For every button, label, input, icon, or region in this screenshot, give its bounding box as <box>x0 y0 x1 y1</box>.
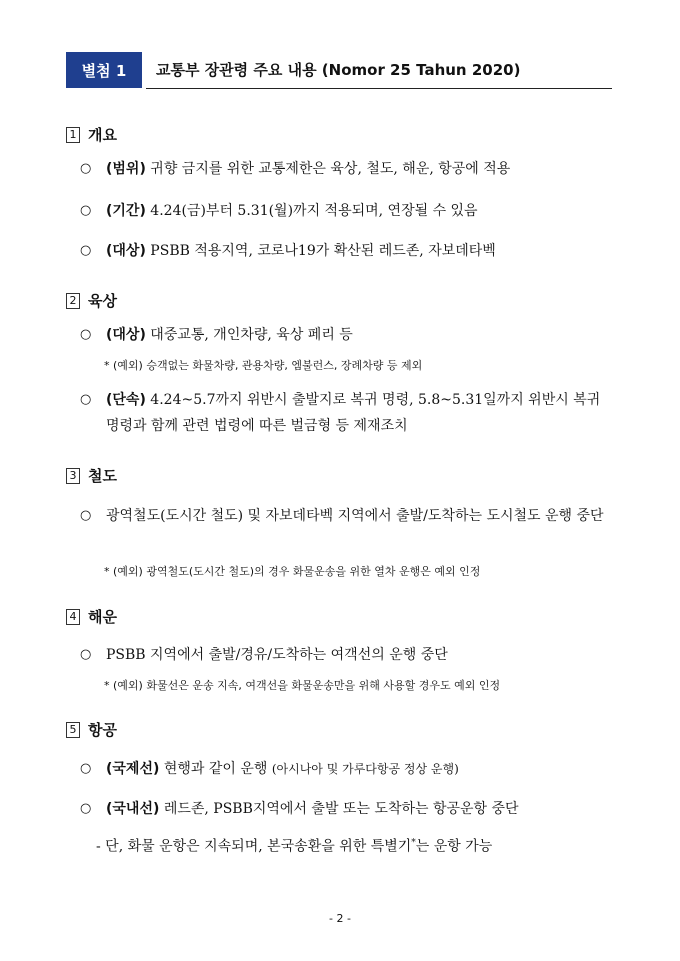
item-text: 4.24(금)부터 5.31(월)까지 적용되며, 연장될 수 있음 <box>145 203 478 219</box>
bullet-circle-icon: ○ <box>80 761 92 776</box>
document-title: 교통부 장관령 주요 내용 (Nomor 25 Tahun 2020) <box>156 61 521 79</box>
section-title: 항공 <box>88 721 117 739</box>
item-tag: (기간) <box>106 203 146 219</box>
list-item <box>80 322 614 348</box>
item-text: 귀향 금지를 위한 교통제한은 육상, 철도, 해운, 항공에 적용 <box>145 161 511 177</box>
item-tag: (국제선) <box>106 761 160 777</box>
item-subnote: (아시나아 및 가루다항공 정상 운행) <box>271 762 459 776</box>
item-text: PSBB 지역에서 출발/경유/도착하는 여객선의 운행 중단 <box>106 647 448 663</box>
exception-note: * (예외) 광역철도(도시간 철도)의 경우 화물운송을 위한 열차 운행은 예외 인정 <box>104 565 481 578</box>
footnote-marker: * <box>411 838 416 848</box>
section-heading-rail <box>66 465 117 486</box>
section-number-box: 5 <box>66 722 80 738</box>
attachment-badge: 별첨 1 <box>66 52 142 88</box>
document-header <box>66 52 612 90</box>
dash-text-end: 는 운항 가능 <box>415 838 493 855</box>
item-text: 4.24~5.7까지 위반시 출발지로 복귀 명령, 5.8~5.31일까지 위반시 복귀 명령과 함께 관련 법령에 따른 벌금형 등 제재조치 <box>106 392 601 434</box>
bullet-circle-icon: ○ <box>80 508 92 523</box>
item-tag: (범위) <box>106 161 146 177</box>
bullet-circle-icon: ○ <box>80 327 92 342</box>
section-number-box: 1 <box>66 127 80 143</box>
page-number: - 2 - <box>329 912 351 925</box>
list-item <box>80 238 614 264</box>
item-text: 광역철도(도시간 철도) 및 자보데타벡 지역에서 출발/도착하는 도시철도 운행 중단 <box>106 508 604 524</box>
section-title: 육상 <box>88 292 117 310</box>
bullet-circle-icon: ○ <box>80 801 92 816</box>
item-tag: (단속) <box>106 392 146 408</box>
bullet-circle-icon: ○ <box>80 203 92 218</box>
item-tag: (대상) <box>106 327 146 343</box>
list-item <box>80 796 614 822</box>
item-text: PSBB 적용지역, 코로나19가 확산된 레드존, 자보데타벡 <box>145 243 496 259</box>
list-item <box>80 198 614 224</box>
header-underline <box>146 88 612 89</box>
list-item <box>80 387 614 439</box>
list-item <box>80 156 614 182</box>
list-item <box>80 756 614 782</box>
section-heading-overview <box>66 124 117 145</box>
list-item <box>80 642 614 668</box>
bullet-circle-icon: ○ <box>80 392 92 407</box>
section-number-box: 4 <box>66 609 80 625</box>
dash-item <box>96 830 492 860</box>
item-text: 대중교통, 개인차량, 육상 페리 등 <box>145 327 353 343</box>
bullet-circle-icon: ○ <box>80 647 92 662</box>
section-number-box: 3 <box>66 468 80 484</box>
item-text: 현행과 같이 운행 <box>159 761 272 777</box>
section-title: 철도 <box>88 467 117 485</box>
section-title: 개요 <box>88 126 117 144</box>
item-text: 레드존, PSBB지역에서 출발 또는 도착하는 항공운항 중단 <box>159 801 519 817</box>
section-title: 해운 <box>88 608 117 626</box>
section-number-box: 2 <box>66 293 80 309</box>
bullet-circle-icon: ○ <box>80 243 92 258</box>
bullet-circle-icon: ○ <box>80 161 92 176</box>
item-tag: (국내선) <box>106 801 160 817</box>
exception-note: * (예외) 화물선은 운송 지속, 여객선을 화물운송만을 위해 사용할 경우도 예외 인정 <box>104 679 501 692</box>
section-heading-land <box>66 290 117 311</box>
exception-note: * (예외) 승객없는 화물차량, 관용차량, 엠불런스, 장례차량 등 제외 <box>104 359 423 372</box>
dash-text: - 단, 화물 운항은 지속되며, 본국송환을 위한 특별기 <box>96 838 412 855</box>
list-item <box>80 503 614 529</box>
item-tag: (대상) <box>106 243 146 259</box>
section-heading-aviation <box>66 719 117 740</box>
section-heading-shipping <box>66 606 117 627</box>
